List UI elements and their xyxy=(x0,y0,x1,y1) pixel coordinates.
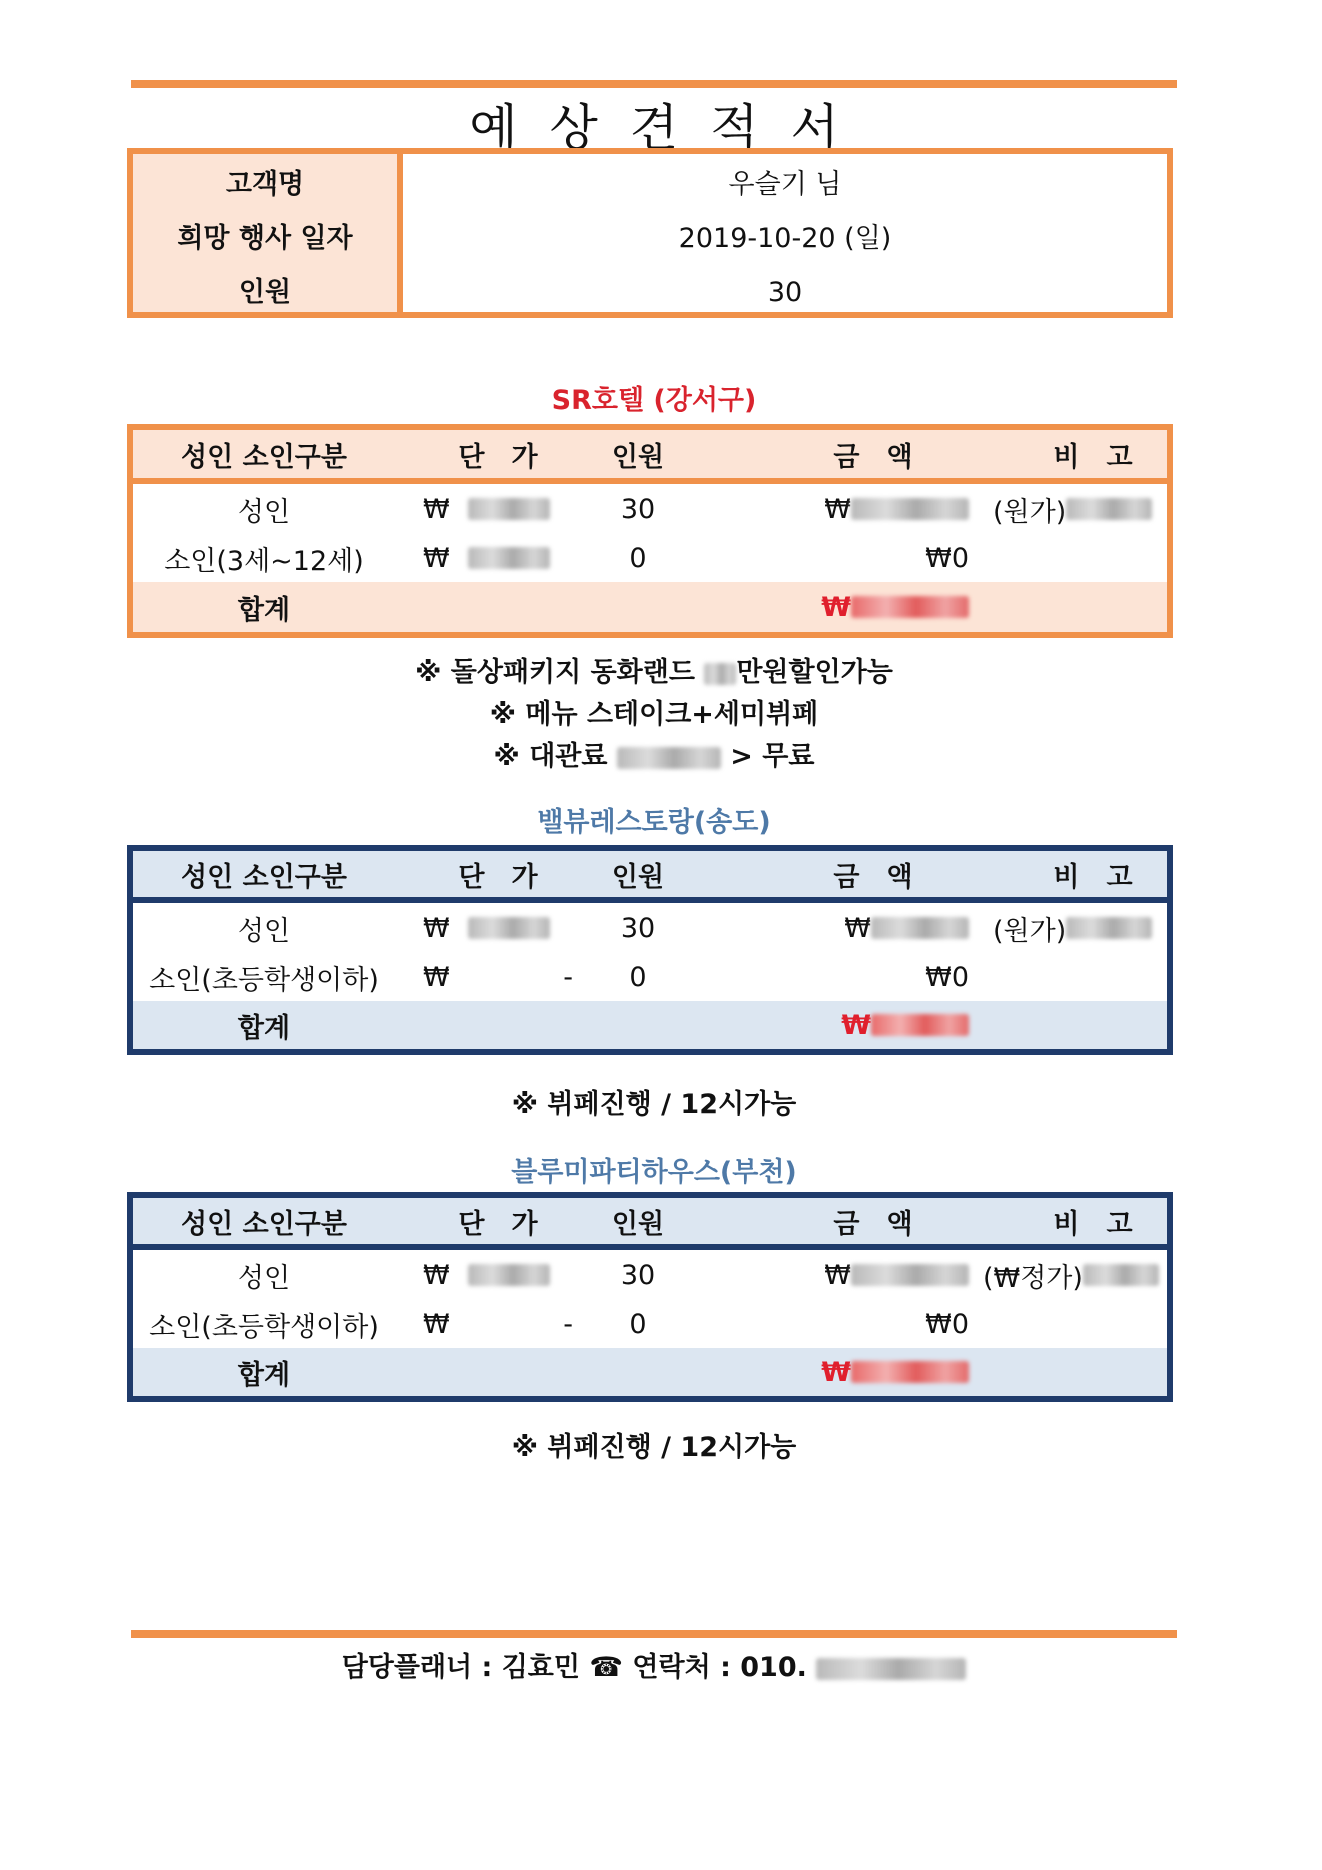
table-row-total xyxy=(133,1001,1167,1049)
remark xyxy=(993,903,1173,953)
redacted-value xyxy=(468,917,550,939)
people: 0 xyxy=(629,961,647,993)
total-amount xyxy=(733,1348,969,1396)
note-text: 만원할인가능 xyxy=(736,657,893,688)
quote-table-bellevue xyxy=(127,845,1173,1055)
title-char: 예 xyxy=(469,99,518,157)
total-amount xyxy=(733,582,969,632)
redacted-value xyxy=(468,498,550,520)
section-title-bellevue: 밸뷰레스토랑(송도) xyxy=(537,807,771,838)
currency-symbol: ₩ xyxy=(423,1259,450,1291)
note-text: ※ 대관료 xyxy=(493,741,608,772)
unit-price-dash: - xyxy=(563,961,573,993)
people: 30 xyxy=(620,1259,656,1291)
header-unit-price: 단 가 xyxy=(458,441,538,473)
header-remark: 비 고 xyxy=(1053,861,1133,893)
title-char: 상 xyxy=(549,99,598,157)
header-amount: 금 액 xyxy=(833,861,913,893)
label-event-date: 희망 행사 일자 xyxy=(177,223,353,254)
redacted-value xyxy=(468,547,550,569)
header-category: 성인 소인구분 xyxy=(181,441,347,473)
table-row-adult xyxy=(133,1250,1167,1300)
redacted-value xyxy=(704,663,736,685)
table-header-row xyxy=(133,851,1167,903)
header-amount: 금 액 xyxy=(833,441,913,473)
note-buffet-bloomy: ※ 뷔페진행 / 12시가능 xyxy=(511,1432,797,1463)
redacted-value xyxy=(851,596,969,618)
event-date: 2019-10-20 (일) xyxy=(678,223,892,254)
planner-name: 담당플래너 : 김효민 xyxy=(341,1652,580,1683)
total-amount xyxy=(733,1001,969,1049)
header-unit-price: 단 가 xyxy=(458,861,538,893)
remark-prefix: (₩정가) xyxy=(983,1262,1083,1294)
remark-prefix: (원가) xyxy=(993,496,1067,528)
note-venue-fee xyxy=(131,734,1177,773)
currency-symbol: ₩ xyxy=(821,591,851,623)
table-header-row xyxy=(133,430,1167,484)
remark xyxy=(993,484,1173,534)
amount xyxy=(733,1250,969,1300)
customer-info-box xyxy=(127,148,1173,318)
remark xyxy=(983,1250,1173,1300)
customer-name: 우슬기 님 xyxy=(728,169,842,200)
phone-icon: ☎ xyxy=(589,1652,624,1683)
redacted-phone xyxy=(816,1658,966,1680)
customer-info-labels xyxy=(133,154,403,312)
redacted-value xyxy=(871,917,969,939)
table-row-total xyxy=(133,1348,1167,1396)
unit-price xyxy=(423,1250,573,1300)
unit-price xyxy=(423,903,573,953)
table-row-adult xyxy=(133,903,1167,953)
redacted-value xyxy=(617,747,721,769)
section-title-bloomy: 블루미파티하우스(부천) xyxy=(511,1157,797,1188)
currency-symbol: ₩ xyxy=(841,1009,871,1041)
currency-symbol: ₩ xyxy=(423,542,450,574)
note-text: > 무료 xyxy=(730,741,815,772)
quote-table-bloomy xyxy=(127,1192,1173,1402)
table-row-child xyxy=(133,1300,1167,1348)
header-people: 인원 xyxy=(611,861,665,893)
remark-prefix: (원가) xyxy=(993,915,1067,947)
unit-price: ₩ xyxy=(423,961,450,993)
label-people-count: 인원 xyxy=(238,277,292,308)
header-people: 인원 xyxy=(611,1208,665,1240)
section-title-sr-hotel: SR호텔 (강서구) xyxy=(551,385,757,416)
customer-info-values xyxy=(403,154,1167,312)
header-remark: 비 고 xyxy=(1053,441,1133,473)
currency-symbol: ₩ xyxy=(423,912,450,944)
redacted-value xyxy=(468,1264,550,1286)
unit-price-dash: - xyxy=(563,1308,573,1340)
row-label: 소인(초등학생이하) xyxy=(149,964,379,996)
top-rule xyxy=(131,80,1177,88)
redacted-value xyxy=(851,1361,969,1383)
currency-symbol: ₩ xyxy=(844,912,871,944)
unit-price xyxy=(423,534,573,582)
note-buffet-bellevue: ※ 뷔페진행 / 12시가능 xyxy=(511,1089,797,1120)
row-label: 소인(3세~12세) xyxy=(164,545,364,577)
note-package xyxy=(131,650,1177,689)
currency-symbol: ₩ xyxy=(821,1356,851,1388)
title-char: 견 xyxy=(629,99,679,157)
total-label: 합계 xyxy=(237,1359,291,1391)
title-char: 적 xyxy=(710,99,759,157)
row-label: 성인 xyxy=(237,915,291,947)
currency-symbol: ₩ xyxy=(423,493,450,525)
header-category: 성인 소인구분 xyxy=(181,861,347,893)
unit-price: ₩ xyxy=(423,1308,450,1340)
title-char: 서 xyxy=(790,99,839,157)
people: 0 xyxy=(629,542,647,574)
label-customer-name: 고객명 xyxy=(225,169,305,200)
amount: ₩0 xyxy=(925,542,969,574)
row-label: 성인 xyxy=(237,496,291,528)
people: 30 xyxy=(620,493,656,525)
header-people: 인원 xyxy=(611,441,665,473)
redacted-value xyxy=(851,1264,969,1286)
people: 0 xyxy=(629,1308,647,1340)
table-row-child xyxy=(133,534,1167,582)
row-label: 성인 xyxy=(237,1262,291,1294)
currency-symbol: ₩ xyxy=(824,1259,851,1291)
total-label: 합계 xyxy=(237,594,291,626)
amount xyxy=(733,484,969,534)
redacted-value xyxy=(851,498,969,520)
header-category: 성인 소인구분 xyxy=(181,1208,347,1240)
contact-label: 연락처 : 010. xyxy=(632,1652,807,1683)
total-label: 합계 xyxy=(237,1012,291,1044)
header-amount: 금 액 xyxy=(833,1208,913,1240)
currency-symbol: ₩ xyxy=(824,493,851,525)
redacted-value xyxy=(1066,498,1152,520)
people-count: 30 xyxy=(767,277,803,308)
note-text: ※ 돌상패키지 동화랜드 xyxy=(415,657,695,688)
table-header-row xyxy=(133,1198,1167,1250)
amount xyxy=(733,903,969,953)
header-unit-price: 단 가 xyxy=(458,1208,538,1240)
table-row-adult xyxy=(133,484,1167,534)
row-label: 소인(초등학생이하) xyxy=(149,1311,379,1343)
note-menu: ※ 메뉴 스테이크+세미뷔페 xyxy=(489,699,819,730)
table-row-child xyxy=(133,953,1167,1001)
people: 30 xyxy=(620,912,656,944)
redacted-value xyxy=(871,1014,969,1036)
amount: ₩0 xyxy=(925,961,969,993)
header-remark: 비 고 xyxy=(1053,1208,1133,1240)
redacted-value xyxy=(1066,917,1152,939)
quote-table-sr-hotel xyxy=(127,424,1173,638)
redacted-value xyxy=(1083,1264,1159,1286)
amount: ₩0 xyxy=(925,1308,969,1340)
footer-contact xyxy=(131,1645,1177,1684)
bottom-rule xyxy=(131,1630,1177,1638)
table-row-total xyxy=(133,582,1167,632)
unit-price xyxy=(423,484,573,534)
